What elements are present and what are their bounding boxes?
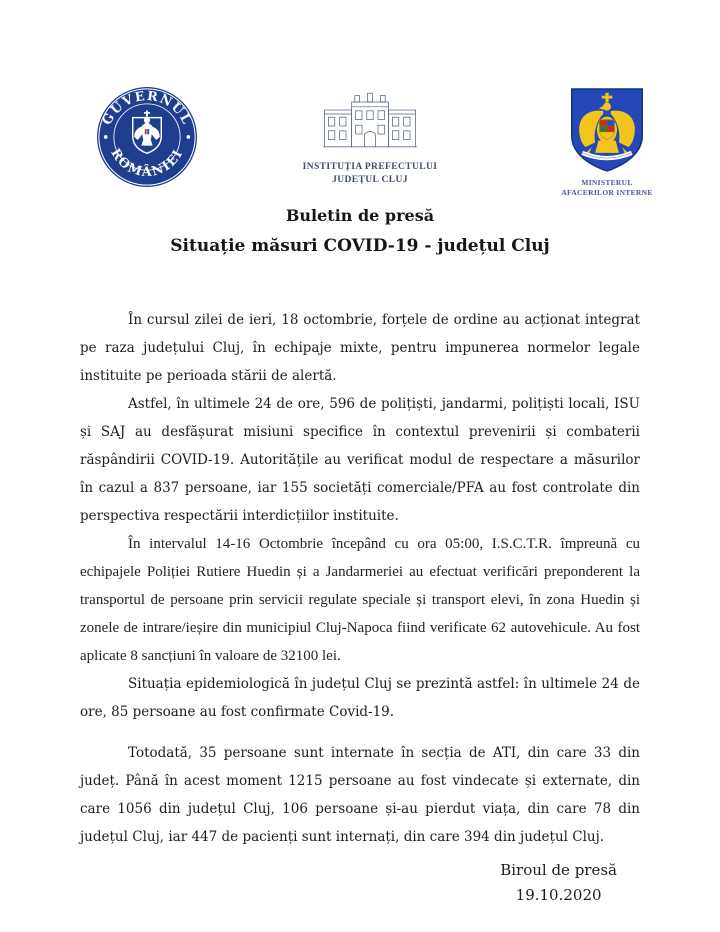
- prefecture-caption-line2: JUDEȚUL CLUJ: [332, 175, 408, 185]
- paragraph-1: În cursul zilei de ieri, 18 octombrie, forțele de ordine au acționat integrat pe raza județului Cluj, în echipaje mixte, pentru impunerea normelor legale instituite pe perioada stării de alertă.: [80, 312, 640, 384]
- header-logo-row: [0, 0, 720, 198]
- signature-date: 19.10.2020: [515, 886, 602, 904]
- government-of-romania-logo: [96, 86, 198, 188]
- signature-block: [500, 858, 617, 908]
- bulletin-subtitle: Situație măsuri COVID-19 - județul Cluj: [170, 236, 550, 256]
- prefecture-building-icon: [318, 86, 422, 158]
- bulletin-title: Buletin de presă: [285, 206, 435, 225]
- ministry-internal-affairs-logo: [542, 86, 672, 198]
- signature-office: Biroul de presă: [500, 861, 617, 879]
- government-logo-icon: [96, 86, 198, 188]
- paragraph-3: În intervalul 14-16 Octombrie începând cu ora 05:00, I.S.C.T.R. împreună cu echipajele Poliției Rutiere Huedin și a Jandarmeriei au efectuat verificări preponderent la transportul de persoane prin servicii regulate speciale și transport elevi, în zona Huedin și zonele de intrare/ieșire din municipiul Cluj-Napoca fiind verificate 62 autovehicule. Au fost aplicate 8 sancțiuni în valoare de 32100 lei.: [80, 536, 640, 664]
- paragraph-2: Astfel, în ultimele 24 de ore, 596 de polițiști, jandarmi, polițiști locali, ISU și SAJ au desfășurat misiuni specifice în contextul prevenirii și combaterii răspândirii COVID-19. Autoritățile au verificat modul de respectare a măsurilor în cazul a 837 persoane, iar 155 societăți comerciale/PFA au fost controlate din perspectiva respectării interdicțiilor instituite.: [80, 396, 640, 524]
- gov-logo-arc-top-text: GUVERNUL: [99, 88, 195, 128]
- mai-caption-line1: MINISTERUL: [581, 178, 633, 187]
- paragraph-5: Totodată, 35 persoane sunt internate în secția de ATI, din care 33 din județ. Până în acest moment 1215 persoane au fost vindecate și externate, din care 1056 din județul Cluj, 106 persoane și-au pierdut viața, din care 78 din județul Cluj, iar 447 de pacienți sunt internați, din care 394 din județul Cluj.: [80, 745, 640, 845]
- prefecture-caption-line1: INSTITUȚIA PREFECTULUI: [302, 162, 438, 172]
- bulletin-body: [0, 306, 720, 851]
- prefecture-cluj-logo: [290, 86, 450, 187]
- mai-coat-of-arms-icon: [567, 86, 647, 174]
- gov-logo-arc-bottom-text: ROMÂNIEI: [107, 146, 187, 180]
- paragraph-4: Situația epidemiologică în județul Cluj se prezintă astfel: în ultimele 24 de ore, 85 persoane au fost confirmate Covid-19.: [80, 676, 640, 720]
- mai-caption-line2: AFACERILOR INTERNE: [561, 188, 653, 197]
